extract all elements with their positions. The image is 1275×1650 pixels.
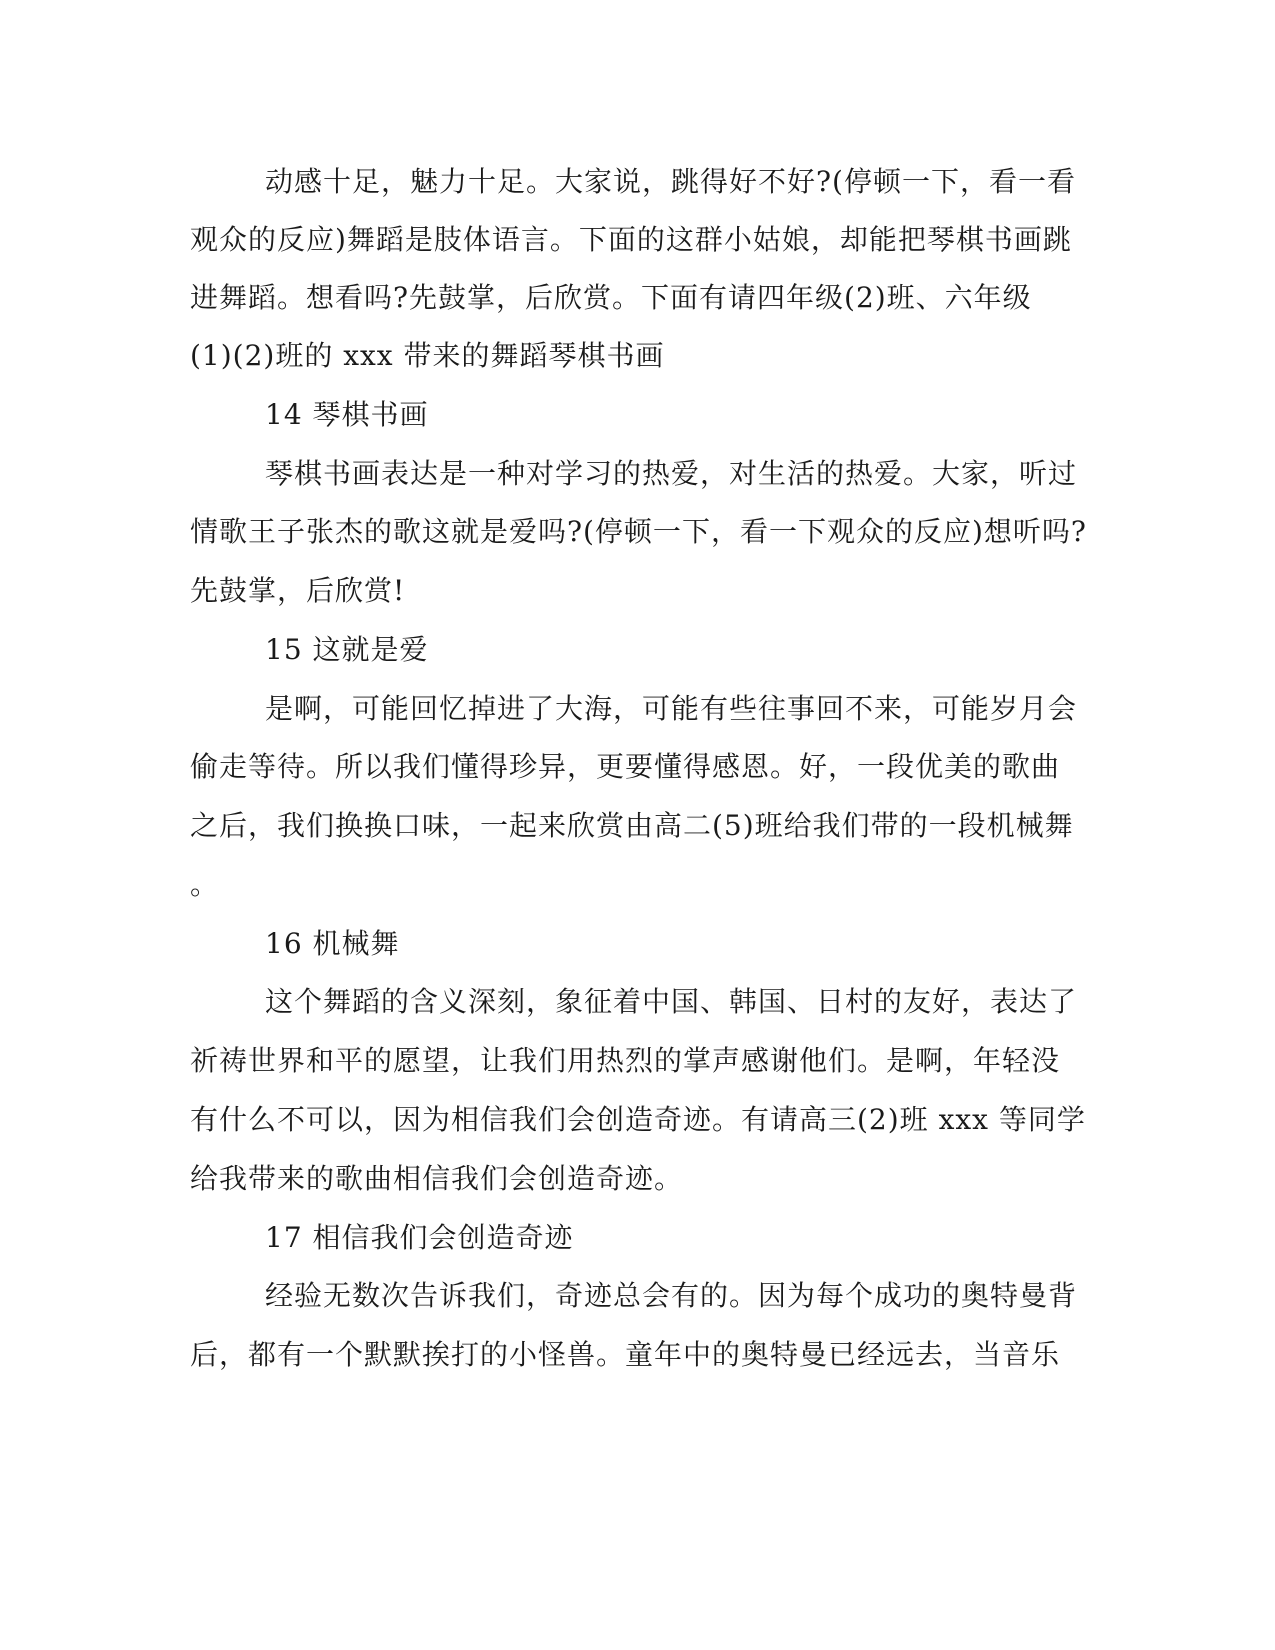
paragraph-line: 进舞蹈。想看吗?先鼓掌，后欣赏。下面有请四年级(2)班、六年级 <box>190 281 1032 314</box>
paragraph-line: 偷走等待。所以我们懂得珍异，更要懂得感恩。好，一段优美的歌曲 <box>190 750 1061 783</box>
paragraph-line: 有什么不可以，因为相信我们会创造奇迹。有请高三(2)班 xxx 等同学 <box>190 1103 1086 1136</box>
paragraph-line: 经验无数次告诉我们，奇迹总会有的。因为每个成功的奥特曼背 <box>265 1279 1078 1312</box>
paragraph-line: 琴棋书画表达是一种对学习的热爱，对生活的热爱。大家，听过 <box>265 457 1078 490</box>
paragraph-line: 。 <box>190 868 220 901</box>
paragraph-line: 动感十足，魅力十足。大家说，跳得好不好?(停顿一下，看一看 <box>265 165 1076 198</box>
paragraph-line: 先鼓掌，后欣赏! <box>190 574 406 607</box>
paragraph-line: 后，都有一个默默挨打的小怪兽。童年中的奥特曼已经远去，当音乐 <box>190 1338 1061 1371</box>
paragraph-line: 情歌王子张杰的歌这就是爱吗?(停顿一下，看一下观众的反应)想听吗? <box>190 515 1087 548</box>
paragraph-line: 之后，我们换换口味，一起来欣赏由高二(5)班给我们带的一段机械舞 <box>190 809 1074 842</box>
paragraph-line: 是啊，可能回忆掉进了大海，可能有些往事回不来，可能岁月会 <box>265 692 1078 725</box>
paragraph-line: 观众的反应)舞蹈是肢体语言。下面的这群小姑娘，却能把琴棋书画跳 <box>190 223 1072 256</box>
paragraph-line: 祈祷世界和平的愿望，让我们用热烈的掌声感谢他们。是啊，年轻没 <box>190 1044 1061 1077</box>
paragraph-line: 给我带来的歌曲相信我们会创造奇迹。 <box>190 1162 684 1195</box>
paragraph-line: (1)(2)班的 xxx 带来的舞蹈琴棋书画 <box>190 339 665 372</box>
section-heading: 16 机械舞 <box>265 927 400 960</box>
section-heading: 17 相信我们会创造奇迹 <box>265 1221 574 1254</box>
section-heading: 15 这就是爱 <box>265 633 429 666</box>
paragraph-line: 这个舞蹈的含义深刻，象征着中国、韩国、日村的友好，表达了 <box>265 985 1078 1018</box>
section-heading: 14 琴棋书画 <box>265 398 429 431</box>
